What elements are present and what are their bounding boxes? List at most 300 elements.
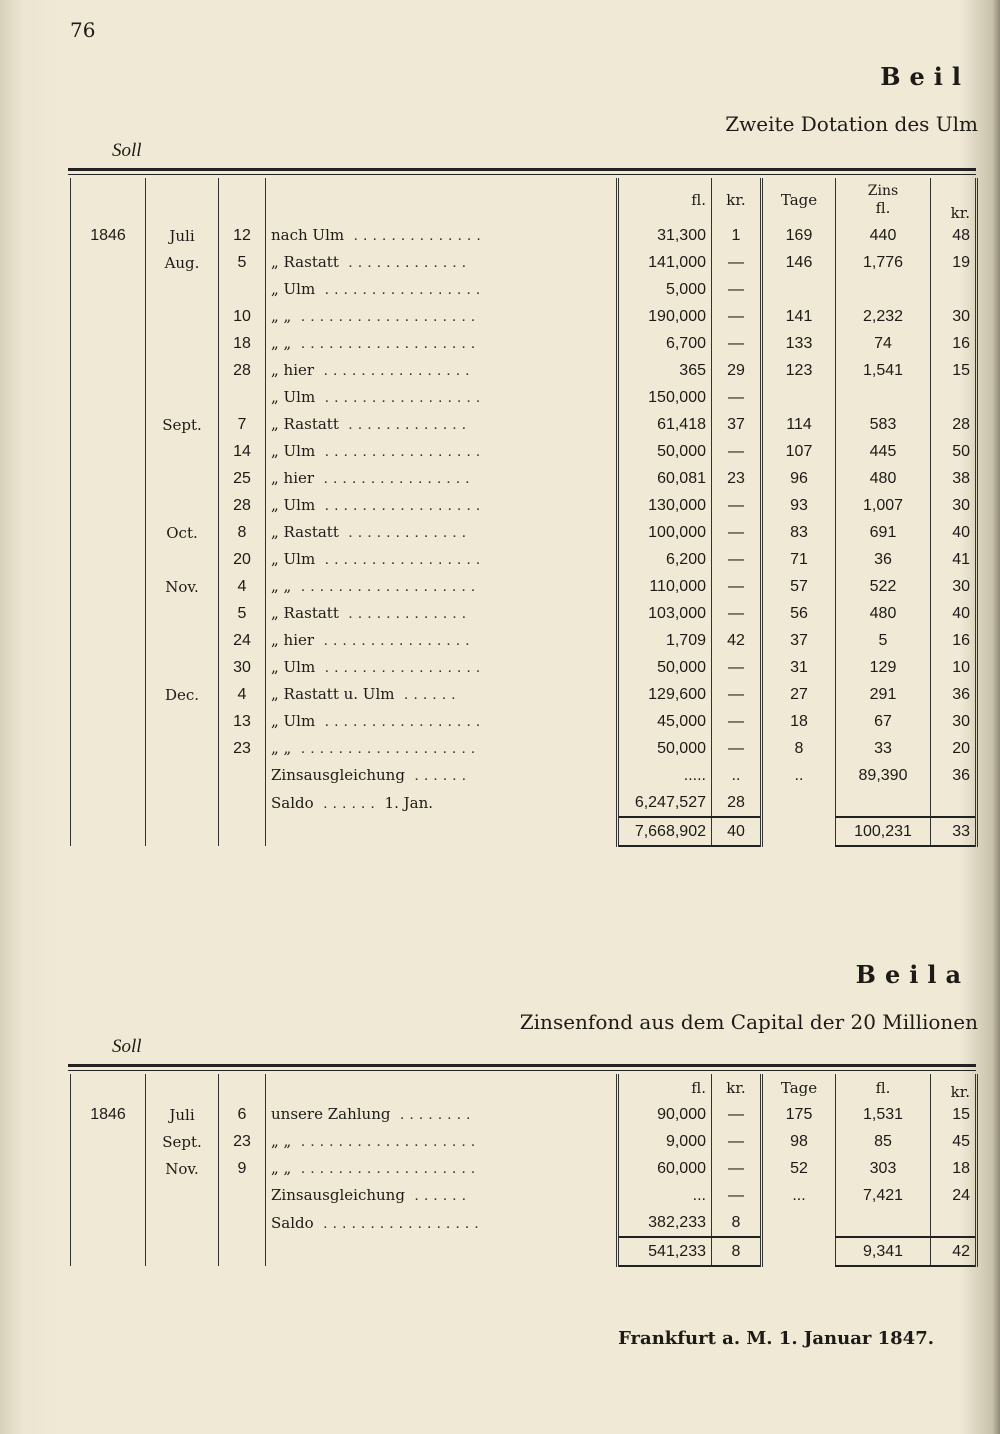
row-interest-fl: 89,390: [836, 762, 931, 789]
row-interest-fl: 5: [836, 627, 931, 654]
row-amount-fl: 100,000: [618, 519, 712, 546]
leader-dots: ......: [313, 794, 380, 812]
row-day: 9: [219, 1155, 266, 1182]
row-interest-fl: 303: [836, 1155, 931, 1182]
row-amount-kr: —: [712, 546, 762, 573]
row-year: [71, 654, 146, 681]
leader-dots: ..............: [344, 227, 486, 244]
row-description: [266, 465, 618, 492]
row-interest-kr: 36: [931, 681, 977, 708]
row-day: [219, 789, 266, 817]
row-month: [146, 276, 219, 303]
row-days: 169: [762, 222, 836, 249]
row-amount-fl: ...: [618, 1182, 712, 1209]
section1-soll-label: Soll: [112, 140, 142, 161]
leader-dots: .................: [313, 1214, 484, 1232]
row-month: Sept.: [146, 411, 219, 438]
row-day: 23: [219, 735, 266, 762]
row-description-text: „ „: [271, 334, 292, 352]
row-description-text: „ Ulm: [271, 658, 316, 676]
table-row: [71, 384, 977, 411]
table-row: [71, 519, 977, 546]
table-row: [71, 249, 977, 276]
row-year: [71, 789, 146, 817]
row-year: [71, 276, 146, 303]
row-interest-kr: 45: [931, 1128, 977, 1155]
row-year: [71, 1209, 146, 1237]
row-interest-kr: 16: [931, 627, 977, 654]
row-description-text: „ „: [271, 307, 292, 325]
row-year: [71, 249, 146, 276]
row-days: ..: [762, 762, 836, 789]
row-description: [266, 1155, 618, 1182]
row-amount-kr: —: [712, 735, 762, 762]
row-month: [146, 654, 219, 681]
row-days: 18: [762, 708, 836, 735]
row-description: [266, 1101, 618, 1128]
table-row: [71, 762, 977, 789]
row-amount-kr: —: [712, 519, 762, 546]
row-days: 96: [762, 465, 836, 492]
row-amount-kr: 29: [712, 357, 762, 384]
leader-dots: .................: [315, 551, 486, 568]
header-year: [71, 178, 146, 222]
row-amount-fl: 103,000: [618, 600, 712, 627]
table-row: [71, 735, 977, 762]
row-amount-kr: —: [712, 1182, 762, 1209]
row-days: 141: [762, 303, 836, 330]
header-zins-title: Zins: [867, 183, 899, 199]
totals-day: [219, 817, 266, 846]
row-amount-kr: —: [712, 492, 762, 519]
row-interest-fl: 67: [836, 708, 931, 735]
row-interest-fl: 440: [836, 222, 931, 249]
row-days: 133: [762, 330, 836, 357]
header-row: [71, 178, 977, 222]
row-description: [266, 600, 618, 627]
row-interest-kr: [931, 789, 977, 817]
row-interest-fl: 583: [836, 411, 931, 438]
row-year: [71, 762, 146, 789]
row-amount-fl: 190,000: [618, 303, 712, 330]
table-row: [71, 330, 977, 357]
row-description-date: 1. Jan.: [379, 793, 434, 812]
leader-dots: ......: [404, 767, 472, 784]
table-row: [71, 1182, 977, 1209]
table-row: [71, 789, 977, 817]
table-row: [71, 492, 977, 519]
row-interest-kr: 18: [931, 1155, 977, 1182]
row-day: [219, 276, 266, 303]
row-interest-fl: 480: [836, 600, 931, 627]
header-month: [146, 1074, 219, 1101]
header-day: [219, 178, 266, 222]
totals-desc: [266, 817, 618, 846]
totals-kr: 8: [712, 1237, 762, 1266]
table-row: [71, 1209, 977, 1237]
row-year: [71, 438, 146, 465]
section1-table: [70, 178, 978, 847]
table-row: [71, 627, 977, 654]
row-description-text: „ Rastatt u. Ulm: [271, 685, 395, 703]
row-description-text: „ Ulm: [271, 496, 316, 514]
row-description: [266, 789, 618, 817]
totals-tage: [762, 817, 836, 846]
row-year: [71, 519, 146, 546]
leader-dots: .............: [338, 524, 472, 541]
row-interest-kr: 40: [931, 600, 977, 627]
leader-dots: ...................: [291, 308, 481, 325]
row-description-text: „ Ulm: [271, 442, 316, 460]
row-amount-kr: —: [712, 438, 762, 465]
row-interest-kr: 30: [931, 573, 977, 600]
row-description: [266, 546, 618, 573]
row-amount-fl: 6,200: [618, 546, 712, 573]
row-year: [71, 573, 146, 600]
row-amount-kr: 37: [712, 411, 762, 438]
row-description: [266, 654, 618, 681]
leader-dots: ......: [404, 1187, 472, 1204]
leader-dots: ................: [314, 632, 475, 649]
leader-dots: ...................: [291, 1160, 481, 1177]
row-interest-kr: 41: [931, 546, 977, 573]
row-day: [219, 1182, 266, 1209]
section2-top-rule: [68, 1064, 976, 1067]
row-days: 114: [762, 411, 836, 438]
row-days: 123: [762, 357, 836, 384]
row-description-text: „ Rastatt: [271, 604, 339, 622]
row-days: 83: [762, 519, 836, 546]
row-description: [266, 519, 618, 546]
row-description: [266, 627, 618, 654]
row-amount-fl: 90,000: [618, 1101, 712, 1128]
row-interest-kr: 16: [931, 330, 977, 357]
row-month: [146, 735, 219, 762]
table-row: [71, 465, 977, 492]
row-interest-fl: 129: [836, 654, 931, 681]
row-description: [266, 573, 618, 600]
table-row: [71, 1101, 977, 1128]
row-days: 71: [762, 546, 836, 573]
row-description-text: „ Rastatt: [271, 415, 339, 433]
row-day: 4: [219, 681, 266, 708]
table-row: [71, 1128, 977, 1155]
row-amount-fl: 50,000: [618, 438, 712, 465]
header-desc: [266, 178, 618, 222]
totals-interest-kr: 42: [931, 1237, 977, 1266]
row-description-text: unsere Zahlung: [271, 1105, 391, 1123]
row-month: [146, 1209, 219, 1237]
row-description-text: „ „: [271, 739, 292, 757]
row-year: [71, 735, 146, 762]
header-zins-fl: [836, 1074, 931, 1101]
row-description: [266, 303, 618, 330]
row-day: 20: [219, 546, 266, 573]
row-year: [71, 546, 146, 573]
row-interest-fl: 1,776: [836, 249, 931, 276]
row-days: 93: [762, 492, 836, 519]
row-description-text: „ hier: [271, 469, 315, 487]
totals-year: [71, 817, 146, 846]
leader-dots: ...................: [291, 1133, 481, 1150]
row-interest-fl: 445: [836, 438, 931, 465]
leader-dots: .............: [338, 254, 472, 271]
row-amount-kr: —: [712, 384, 762, 411]
row-interest-fl: 1,541: [836, 357, 931, 384]
row-amount-kr: 1: [712, 222, 762, 249]
leader-dots: ...................: [291, 740, 481, 757]
row-amount-kr: —: [712, 681, 762, 708]
row-month: [146, 384, 219, 411]
row-days: [762, 276, 836, 303]
row-description: [266, 735, 618, 762]
row-description-text: „ hier: [271, 631, 315, 649]
section1-header: Beil: [880, 62, 970, 91]
leader-dots: .................: [315, 713, 486, 730]
header-day: [219, 1074, 266, 1101]
row-month: [146, 762, 219, 789]
row-days: 31: [762, 654, 836, 681]
row-amount-fl: 60,000: [618, 1155, 712, 1182]
row-description-text: „ „: [271, 1132, 292, 1150]
row-description: [266, 708, 618, 735]
header-zins-fl-label: fl.: [875, 199, 891, 217]
row-year: [71, 681, 146, 708]
row-interest-fl: 85: [836, 1128, 931, 1155]
row-description: [266, 1209, 618, 1237]
row-amount-kr: —: [712, 1101, 762, 1128]
section2-table: [70, 1074, 978, 1267]
header-desc: [266, 1074, 618, 1101]
row-days: [762, 1209, 836, 1237]
row-interest-kr: [931, 384, 977, 411]
row-month: [146, 1182, 219, 1209]
row-amount-fl: 31,300: [618, 222, 712, 249]
row-amount-fl: 60,081: [618, 465, 712, 492]
header-fl: fl.: [618, 1074, 712, 1101]
row-month: Nov.: [146, 573, 219, 600]
row-interest-kr: 24: [931, 1182, 977, 1209]
header-zins-kr: kr.: [931, 1074, 977, 1101]
row-month: [146, 789, 219, 817]
row-interest-kr: 30: [931, 492, 977, 519]
row-day: 14: [219, 438, 266, 465]
row-interest-kr: 28: [931, 411, 977, 438]
section2-subtitle: Zinsenfond aus dem Capital der 20 Millionen: [519, 1010, 978, 1034]
row-description: [266, 1182, 618, 1209]
row-description-text: Saldo: [271, 793, 314, 812]
leader-dots: ......: [394, 686, 461, 703]
row-interest-kr: [931, 1209, 977, 1237]
row-year: [71, 384, 146, 411]
row-interest-kr: 19: [931, 249, 977, 276]
row-description: [266, 411, 618, 438]
row-interest-fl: [836, 276, 931, 303]
row-description-text: „ Ulm: [271, 712, 316, 730]
row-month: Juli: [146, 222, 219, 249]
row-amount-fl: 110,000: [618, 573, 712, 600]
header-tage: Tage: [762, 178, 836, 222]
leader-dots: ...................: [291, 578, 481, 595]
row-day: 28: [219, 357, 266, 384]
row-amount-kr: —: [712, 276, 762, 303]
row-month: [146, 438, 219, 465]
row-interest-fl: 291: [836, 681, 931, 708]
row-amount-kr: —: [712, 249, 762, 276]
row-day: 23: [219, 1128, 266, 1155]
totals-day: [219, 1237, 266, 1266]
row-amount-fl: .....: [618, 762, 712, 789]
row-day: 6: [219, 1101, 266, 1128]
row-interest-fl: 36: [836, 546, 931, 573]
row-amount-kr: —: [712, 654, 762, 681]
totals-month: [146, 817, 219, 846]
row-day: 18: [219, 330, 266, 357]
row-amount-fl: 1,709: [618, 627, 712, 654]
row-days: 98: [762, 1128, 836, 1155]
row-amount-fl: 9,000: [618, 1128, 712, 1155]
row-days: 52: [762, 1155, 836, 1182]
row-description-text: „ „: [271, 577, 292, 595]
row-description: [266, 249, 618, 276]
row-month: Sept.: [146, 1128, 219, 1155]
totals-fl: 7,668,902: [618, 817, 712, 846]
row-description: [266, 222, 618, 249]
section2-soll-label: Soll: [112, 1036, 142, 1057]
row-month: [146, 600, 219, 627]
row-amount-kr: —: [712, 1155, 762, 1182]
row-year: [71, 1155, 146, 1182]
row-month: [146, 492, 219, 519]
row-description: [266, 762, 618, 789]
row-description: [266, 357, 618, 384]
totals-interest-fl: 9,341: [836, 1237, 931, 1266]
leader-dots: ...................: [291, 335, 481, 352]
row-description: [266, 1128, 618, 1155]
table-row: [71, 1155, 977, 1182]
row-interest-fl: [836, 789, 931, 817]
row-day: 10: [219, 303, 266, 330]
row-description-text: „ Ulm: [271, 550, 316, 568]
row-year: [71, 330, 146, 357]
leader-dots: .................: [315, 389, 486, 406]
row-interest-fl: 33: [836, 735, 931, 762]
table-row: [71, 438, 977, 465]
row-days: 175: [762, 1101, 836, 1128]
totals-desc: [266, 1237, 618, 1266]
table-row: [71, 411, 977, 438]
row-interest-fl: 1,531: [836, 1101, 931, 1128]
row-amount-kr: —: [712, 708, 762, 735]
totals-year: [71, 1237, 146, 1266]
row-month: [146, 357, 219, 384]
row-interest-fl: 1,007: [836, 492, 931, 519]
totals-row: [71, 1237, 977, 1266]
table-row: [71, 600, 977, 627]
row-year: [71, 411, 146, 438]
row-amount-fl: 5,000: [618, 276, 712, 303]
row-description: [266, 384, 618, 411]
table-row: [71, 681, 977, 708]
row-day: [219, 384, 266, 411]
leader-dots: .................: [315, 659, 486, 676]
row-description-text: „ Rastatt: [271, 523, 339, 541]
row-month: [146, 546, 219, 573]
row-interest-fl: 2,232: [836, 303, 931, 330]
row-year: [71, 627, 146, 654]
row-day: 8: [219, 519, 266, 546]
row-month: [146, 303, 219, 330]
row-description: [266, 330, 618, 357]
row-amount-kr: 23: [712, 465, 762, 492]
totals-month: [146, 1237, 219, 1266]
row-interest-kr: 15: [931, 357, 977, 384]
row-month: Nov.: [146, 1155, 219, 1182]
row-days: 57: [762, 573, 836, 600]
row-year: [71, 708, 146, 735]
row-month: [146, 465, 219, 492]
row-amount-kr: —: [712, 600, 762, 627]
page-number: 76: [70, 18, 96, 42]
row-year: [71, 303, 146, 330]
row-amount-fl: 365: [618, 357, 712, 384]
totals-interest-kr: 33: [931, 817, 977, 846]
row-amount-fl: 382,233: [618, 1209, 712, 1237]
table-row: [71, 222, 977, 249]
row-days: [762, 789, 836, 817]
row-year: [71, 600, 146, 627]
row-month: [146, 330, 219, 357]
row-amount-fl: 6,700: [618, 330, 712, 357]
row-description-text: „ Rastatt: [271, 253, 339, 271]
row-interest-kr: 38: [931, 465, 977, 492]
row-month: [146, 627, 219, 654]
row-amount-kr: ..: [712, 762, 762, 789]
row-year: [71, 1182, 146, 1209]
row-interest-kr: 36: [931, 762, 977, 789]
row-amount-kr: 28: [712, 789, 762, 817]
header-kr: kr.: [712, 1074, 762, 1101]
row-amount-fl: 50,000: [618, 654, 712, 681]
row-day: 5: [219, 249, 266, 276]
row-amount-fl: 61,418: [618, 411, 712, 438]
row-year: 1846: [71, 222, 146, 249]
row-year: [71, 492, 146, 519]
row-description-text: Saldo: [271, 1213, 314, 1232]
row-day: [219, 1209, 266, 1237]
row-month: [146, 708, 219, 735]
table-row: [71, 303, 977, 330]
leader-dots: ................: [314, 362, 475, 379]
row-day: 25: [219, 465, 266, 492]
row-day: 5: [219, 600, 266, 627]
row-interest-kr: 20: [931, 735, 977, 762]
row-interest-fl: [836, 384, 931, 411]
row-year: [71, 357, 146, 384]
row-description-text: Zinsausgleichung: [271, 766, 405, 784]
row-day: 7: [219, 411, 266, 438]
row-days: 37: [762, 627, 836, 654]
row-amount-kr: 8: [712, 1209, 762, 1237]
leader-dots: .............: [338, 416, 472, 433]
row-description-text: „ Ulm: [271, 388, 316, 406]
row-description-text: „ hier: [271, 361, 315, 379]
row-description-text: „ „: [271, 1159, 292, 1177]
leader-dots: ........: [390, 1106, 476, 1123]
row-description: [266, 492, 618, 519]
row-amount-fl: 50,000: [618, 735, 712, 762]
row-day: 4: [219, 573, 266, 600]
